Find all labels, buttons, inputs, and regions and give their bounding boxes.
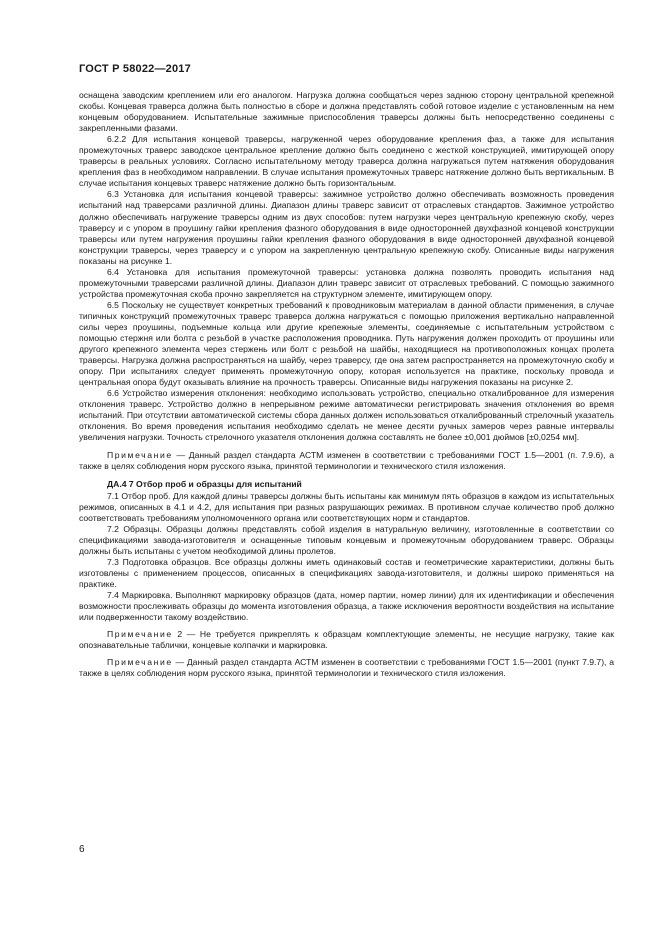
paragraph-6-4: 6.4 Установка для испытания промежуточной траверсы: установка должна позволять проводить испытания над промежуточными траверсами различной длины. Диапазон длин траверс зависит от отраслевых требований. С помощью зажимного устройства промежуточная скоба прочно закрепляется на структурном элементе, имитирующем опору. bbox=[79, 266, 614, 299]
note-2-label: Примечание bbox=[107, 629, 173, 640]
paragraph-6-3: 6.3 Установка для испытания концевой траверсы: зажимное устройство должно обеспечивать возможность проведения испытаний над траверсами различной длины. Диапазон длины траверс зависит от отраслевых стандартов. Зажимное устройство должно обеспечивать нагружение траверсы одним из двух способов: путем нагрузки через центральную крепежную скобу, через траверсу и с упором в проушину гайки крепления фазного оборудования в виде односторонней двухфазной концевой конструкции траверсы или путем нагружения проушины гайки крепления фазного оборудования в виде односторонней двухфазной концевой конструкции траверсы, через траверсу и с упором на закрепленную центральную крепежную скобу. Описанные виды нагружения показаны на рисунке 1. bbox=[79, 189, 614, 266]
note-1-text: — Данный раздел стандарта АСТМ изменен в соответствии с требованиями ГОСТ 1.5—2001 (п. 7.9.6), а также в целях соблюдения норм русского языка, принятой терминологии и технического стиля изложения. bbox=[79, 449, 614, 471]
note-3-text: — Данный раздел стандарта АСТМ изменен в соответствии с требованиями ГОСТ 1.5—2001 (пункт 7.9.7), а также в целях соблюдения норм русского языка, принятой терминологии и технического стиля изложения. bbox=[79, 657, 614, 679]
note-3 bbox=[79, 657, 614, 679]
paragraph-6-2-2: 6.2.2 Для испытания концевой траверсы, нагруженной через оборудование крепления фаз, а также для испытания промежуточных траверс заводское центральное крепление должно быть соединено с жесткой конструкцией, имитирующей опору траверсы в реальных условиях. Согласно испытательному методу траверса должна нагружаться путем натяжения оборудования крепления фаз в необходимом направлении. В случае испытания промежуточных траверс натяжение должно быть вертикальным. В случае испытания концевых траверс натяжение должно быть горизонтальным. bbox=[79, 134, 614, 189]
paragraph-6-6: 6.6 Устройство измерения отклонения: необходимо использовать устройство, специально откалиброванное для измерения отклонения траверс. Устройство должно в непрерывном режиме автоматически регистрировать значения отклонения во время испытаний. При отсутствии автоматической системы сбора данных должен использоваться откалиброванный стрелочный указатель отклонения. Во время проведения испытания необходимо сделать не менее десяти ручных замеров через равные интервалы увеличения нагрузки. Точность стрелочного указателя отклонения должна составлять не более ±0,001 дюймов [±0,0254 мм]. bbox=[79, 388, 614, 443]
paragraph-6-5: 6.5 Поскольку не существует конкретных требований к проводниковым материалам в данной области применения, в случае типичных конструкций промежуточных траверс траверса должна нагружаться с помощью приложения вертикально направленной силы через проушины, подъемные кольца или другие крепежные элементы, соединяемые с испытательным устройством с помощью стержня или болта с резьбой в участке расположения проводника. Путь нагружения должен проходить от проушины или другого крепежного элемента через стержень или болт с резьбой на шайбы, находящиеся на противоположных концах пролета траверсы. Нагрузка должна распространяться на шайбу, через траверсу, где она затем распространяется на промежуточную скобу и опору. При испытаниях следует применять промежуточную опору, которая используется на практике, поскольку провода и центральная опора будут оказывать влияние на прочность траверсы. Описанные виды нагружения показаны на рисунке 2. bbox=[79, 299, 614, 388]
note-1 bbox=[79, 450, 614, 472]
paragraph-7-3: 7.3 Подготовка образцов. Все образцы должны иметь одинаковый состав и геометрические характеристики, должны быть изготовлены с применением процессов, описанных в спецификациях завода-изготовителя, и должны широко применяться на практике. bbox=[79, 556, 614, 590]
paragraph-7-2: 7.2 Образцы. Образцы должны представлять собой изделия в натуральную величину, изготовленные в соответствии со спецификациями завода-изготовителя и оснащенные типовым концевым и промежуточным оборудованием траверс. Образцы должны быть испытаны с учетом необходимой длины пролетов. bbox=[79, 523, 614, 556]
paragraph-7-4: 7.4 Маркировка. Выполняют маркировку образцов (дата, номер партии, номер линии) для их идентификации и обеспечения возможности прослеживать образцы до момента изготовления образца, а также исключения вероятности воздействия на испытание или подверженности такому воздействию. bbox=[79, 590, 614, 623]
paragraph-continuation: оснащена заводским креплением или его аналогом. Нагрузка должна сообщаться через заднюю сторону центральной крепежной скобы. Концевая траверса должна быть полностью в сборе и должна представлять собой готовое изделие с установленным на нем концевым оборудованием. Испытательные зажимные приспособления траверсы должны быть непосредственно соединены с закрепленными фазами. bbox=[79, 90, 614, 134]
note-2 bbox=[79, 629, 614, 651]
paragraph-7-1: 7.1 Отбор проб. Для каждой длины траверсы должны быть испытаны как минимум пять образцов в каждом из испытательных режимов, описанных в 4.1 и 4.2, для испытания при разных разрушающих режимах. В противном случае количество проб должно соответствовать требованиям уполномоченного органа или соответствующих норм и стандартов. bbox=[79, 490, 614, 523]
section-heading: ДА.4 7 Отбор проб и образцы для испытаний bbox=[107, 478, 302, 489]
document-body bbox=[79, 90, 614, 679]
page-number: 6 bbox=[79, 844, 85, 855]
note-3-label: Примечание bbox=[107, 657, 173, 668]
note-1-label: Примечание bbox=[107, 449, 173, 460]
document-header: ГОСТ Р 58022—2017 bbox=[79, 63, 191, 75]
note-2-text: 2 — Не требуется прикреплять к образцам комплектующие элементы, не несущие нагрузку, такие как опознавательные таблички, концевые колпачки и маркировка. bbox=[79, 629, 614, 651]
